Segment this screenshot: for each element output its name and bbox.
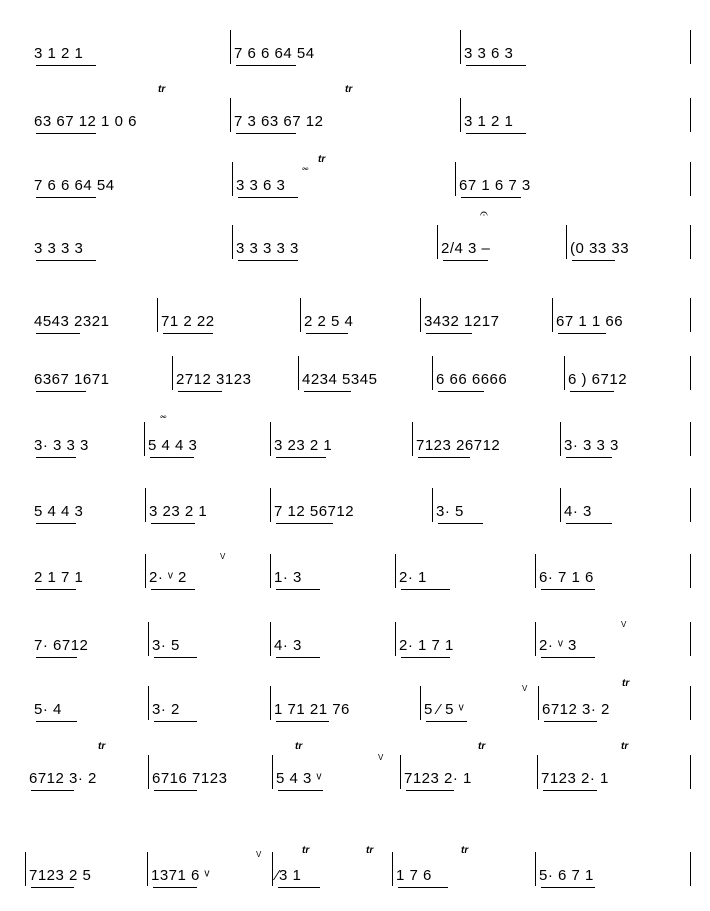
beam-underline bbox=[558, 333, 606, 334]
trill-mark: tr bbox=[302, 845, 310, 856]
beam-underline bbox=[304, 391, 351, 392]
beam-underline bbox=[276, 523, 333, 524]
measure: 1· 3 bbox=[274, 569, 302, 586]
measure: 7123 2· 1 bbox=[404, 770, 472, 787]
beam-underline bbox=[36, 133, 96, 134]
beam-underline bbox=[572, 260, 615, 261]
barline bbox=[270, 622, 271, 656]
barline bbox=[25, 852, 26, 886]
barline bbox=[690, 298, 691, 332]
measure: 4· 3 bbox=[564, 503, 592, 520]
measure: 3· 5 bbox=[152, 637, 180, 654]
trill-mark: tr bbox=[621, 741, 629, 752]
trill-mark: tr bbox=[158, 84, 166, 95]
barline bbox=[690, 488, 691, 522]
measure: 7 12 56712 bbox=[274, 503, 355, 520]
barline bbox=[272, 852, 273, 886]
beam-underline bbox=[36, 197, 96, 198]
measure: 1371 6 ᵛ bbox=[151, 867, 210, 884]
barline bbox=[690, 225, 691, 259]
beam-underline bbox=[276, 721, 329, 722]
barline bbox=[420, 298, 421, 332]
measure: 7 6 6 64 54 bbox=[234, 45, 315, 62]
measure: 3 3 3 3 bbox=[34, 240, 84, 257]
barline bbox=[535, 852, 536, 886]
measure: 2 2 5 4 bbox=[304, 313, 354, 330]
score-system bbox=[0, 346, 710, 396]
barline bbox=[172, 356, 173, 390]
measure: 3 3 6 3 bbox=[464, 45, 514, 62]
measure: 5 ⁄ 5 ᵛ bbox=[424, 701, 465, 718]
barline bbox=[145, 554, 146, 588]
breath-mark: V bbox=[621, 620, 627, 629]
measure: 4543 2321 bbox=[34, 313, 110, 330]
barline bbox=[230, 98, 231, 132]
barline bbox=[690, 686, 691, 720]
breath-mark: V bbox=[378, 753, 384, 762]
barline bbox=[432, 356, 433, 390]
measure: 7123 26712 bbox=[416, 437, 501, 454]
measure: 3 23 2 1 bbox=[274, 437, 333, 454]
score-system bbox=[0, 84, 710, 138]
score-system bbox=[0, 20, 710, 70]
trill-mark: tr bbox=[478, 741, 486, 752]
trill-mark: tr bbox=[345, 84, 353, 95]
beam-underline bbox=[443, 260, 488, 261]
barline bbox=[148, 686, 149, 720]
measure: 6367 1671 bbox=[34, 371, 110, 388]
barline bbox=[147, 852, 148, 886]
measure: 6712 3· 2 bbox=[29, 770, 97, 787]
barline bbox=[272, 755, 273, 789]
measure: 3 3 3 3 3 bbox=[236, 240, 299, 257]
barline bbox=[270, 554, 271, 588]
beam-underline bbox=[238, 260, 298, 261]
barline bbox=[690, 162, 691, 196]
fermata-mark: 𝄐 bbox=[480, 205, 488, 221]
beam-underline bbox=[36, 260, 96, 261]
mordent-mark: 𝆗 bbox=[302, 160, 309, 174]
measure: 67 1 6 7 3 bbox=[459, 177, 531, 194]
measure: 3· 3 3 3 bbox=[564, 437, 619, 454]
beam-underline bbox=[36, 333, 80, 334]
barline bbox=[690, 30, 691, 64]
barline bbox=[690, 98, 691, 132]
barline bbox=[300, 298, 301, 332]
barline bbox=[690, 554, 691, 588]
breath-mark: V bbox=[220, 552, 226, 561]
beam-underline bbox=[36, 65, 96, 66]
measure: 7123 2 5 bbox=[29, 867, 92, 884]
measure: 6 ) 6712 bbox=[568, 371, 628, 388]
measure: 4· 3 bbox=[274, 637, 302, 654]
barline bbox=[145, 488, 146, 522]
barline bbox=[395, 622, 396, 656]
measure: 5 4 3 ᵛ bbox=[276, 770, 322, 787]
measure: 3· 2 bbox=[152, 701, 180, 718]
measure: 2· 1 bbox=[399, 569, 427, 586]
measure: 5 4 4 3 bbox=[148, 437, 198, 454]
trill-mark: tr bbox=[295, 741, 303, 752]
beam-underline bbox=[406, 790, 454, 791]
barline bbox=[690, 755, 691, 789]
barline bbox=[538, 686, 539, 720]
barline bbox=[432, 488, 433, 522]
barline bbox=[460, 30, 461, 64]
barline bbox=[564, 356, 565, 390]
beam-underline bbox=[36, 657, 77, 658]
measure: 3· 5 bbox=[436, 503, 464, 520]
measure: 5 4 4 3 bbox=[34, 503, 84, 520]
beam-underline bbox=[154, 721, 197, 722]
barline bbox=[144, 422, 145, 456]
barline bbox=[270, 488, 271, 522]
beam-underline bbox=[566, 523, 612, 524]
measure: 7 3 63 67 12 bbox=[234, 113, 324, 130]
barline bbox=[400, 755, 401, 789]
measure: 7123 2· 1 bbox=[541, 770, 609, 787]
measure: 2· 1 7 1 bbox=[399, 637, 454, 654]
measure: 67 1 1 66 bbox=[556, 313, 624, 330]
measure: 3· 3 3 3 bbox=[34, 437, 89, 454]
beam-underline bbox=[36, 721, 77, 722]
beam-underline bbox=[541, 887, 595, 888]
barline bbox=[148, 755, 149, 789]
beam-underline bbox=[438, 391, 484, 392]
score-system bbox=[0, 612, 710, 662]
beam-underline bbox=[276, 457, 326, 458]
measure: 1 7 6 bbox=[396, 867, 432, 884]
trill-mark: tr bbox=[318, 154, 326, 165]
beam-underline bbox=[426, 333, 472, 334]
beam-underline bbox=[306, 333, 348, 334]
beam-underline bbox=[418, 457, 470, 458]
measure: 6716 7123 bbox=[152, 770, 228, 787]
measure: ⁄3 1 bbox=[276, 867, 302, 884]
barline bbox=[392, 852, 393, 886]
score-system bbox=[0, 544, 710, 594]
score-system bbox=[0, 412, 710, 462]
measure: 2712 3123 bbox=[176, 371, 252, 388]
beam-underline bbox=[276, 589, 320, 590]
measure: 5· 4 bbox=[34, 701, 62, 718]
measure: 6712 3· 2 bbox=[542, 701, 610, 718]
measure: (0 33 33 bbox=[570, 240, 630, 257]
beam-underline bbox=[570, 391, 614, 392]
barline bbox=[230, 30, 231, 64]
barline bbox=[232, 225, 233, 259]
beam-underline bbox=[398, 887, 448, 888]
measure: 3 23 2 1 bbox=[149, 503, 208, 520]
measure: 3 1 2 1 bbox=[34, 45, 84, 62]
barline bbox=[157, 298, 158, 332]
measure: 3 3 6 3 bbox=[236, 177, 286, 194]
measure: 2· ᵛ 3 bbox=[539, 637, 577, 654]
measure: 7· 6712 bbox=[34, 637, 89, 654]
barline bbox=[690, 622, 691, 656]
measure: 5· 6 7 1 bbox=[539, 867, 594, 884]
barline bbox=[395, 554, 396, 588]
beam-underline bbox=[401, 589, 450, 590]
barline bbox=[455, 162, 456, 196]
barline bbox=[460, 98, 461, 132]
measure: 3 1 2 1 bbox=[464, 113, 514, 130]
beam-underline bbox=[541, 657, 595, 658]
beam-underline bbox=[236, 65, 296, 66]
beam-underline bbox=[544, 721, 597, 722]
breath-mark: V bbox=[256, 850, 262, 859]
measure: 63 67 12 1 0 6 bbox=[34, 113, 137, 130]
beam-underline bbox=[31, 887, 74, 888]
score-system bbox=[0, 676, 710, 726]
trill-mark: tr bbox=[461, 845, 469, 856]
barline bbox=[412, 422, 413, 456]
barline bbox=[560, 488, 561, 522]
beam-underline bbox=[36, 589, 76, 590]
beam-underline bbox=[154, 790, 197, 791]
score-system bbox=[0, 152, 710, 202]
barline bbox=[552, 298, 553, 332]
beam-underline bbox=[401, 657, 450, 658]
barline bbox=[298, 356, 299, 390]
beam-underline bbox=[150, 457, 194, 458]
barline bbox=[270, 422, 271, 456]
barline bbox=[270, 686, 271, 720]
barline bbox=[420, 686, 421, 720]
barline bbox=[690, 356, 691, 390]
measure: 2/4 3 – bbox=[441, 240, 491, 257]
measure: 2 1 7 1 bbox=[34, 569, 84, 586]
barline bbox=[566, 225, 567, 259]
barline bbox=[560, 422, 561, 456]
beam-underline bbox=[566, 457, 612, 458]
barline bbox=[535, 622, 536, 656]
barline bbox=[690, 422, 691, 456]
beam-underline bbox=[36, 391, 86, 392]
score-system bbox=[0, 288, 710, 338]
barline bbox=[232, 162, 233, 196]
measure: 4234 5345 bbox=[302, 371, 378, 388]
trill-mark: tr bbox=[366, 845, 374, 856]
beam-underline bbox=[236, 133, 296, 134]
beam-underline bbox=[178, 391, 222, 392]
beam-underline bbox=[438, 523, 483, 524]
beam-underline bbox=[466, 133, 526, 134]
barline bbox=[437, 225, 438, 259]
beam-underline bbox=[276, 657, 320, 658]
beam-underline bbox=[541, 589, 595, 590]
beam-underline bbox=[543, 790, 597, 791]
measure: 2· ᵛ 2 bbox=[149, 569, 187, 586]
beam-underline bbox=[238, 197, 298, 198]
breath-mark: V bbox=[522, 684, 528, 693]
beam-underline bbox=[461, 197, 521, 198]
beam-underline bbox=[36, 523, 76, 524]
score-system bbox=[0, 478, 710, 528]
measure: 71 2 22 bbox=[161, 313, 215, 330]
score-system bbox=[0, 842, 710, 892]
barline bbox=[535, 554, 536, 588]
beam-underline bbox=[278, 790, 323, 791]
measure: 6· 7 1 6 bbox=[539, 569, 594, 586]
measure: 1 71 21 76 bbox=[274, 701, 350, 718]
beam-underline bbox=[278, 887, 320, 888]
beam-underline bbox=[151, 589, 195, 590]
measure: 3432 1217 bbox=[424, 313, 500, 330]
beam-underline bbox=[426, 721, 467, 722]
beam-underline bbox=[31, 790, 74, 791]
beam-underline bbox=[466, 65, 526, 66]
barline bbox=[148, 622, 149, 656]
trill-mark: tr bbox=[622, 678, 630, 689]
score-system bbox=[0, 215, 710, 265]
measure: 7 6 6 64 54 bbox=[34, 177, 115, 194]
beam-underline bbox=[163, 333, 213, 334]
beam-underline bbox=[153, 887, 197, 888]
trill-mark: tr bbox=[98, 741, 106, 752]
barline bbox=[690, 852, 691, 886]
beam-underline bbox=[151, 523, 195, 524]
barline bbox=[537, 755, 538, 789]
beam-underline bbox=[154, 657, 197, 658]
beam-underline bbox=[36, 457, 76, 458]
score-system bbox=[0, 741, 710, 795]
measure: 6 66 6666 bbox=[436, 371, 508, 388]
mordent-mark: 𝆗 bbox=[160, 408, 167, 422]
